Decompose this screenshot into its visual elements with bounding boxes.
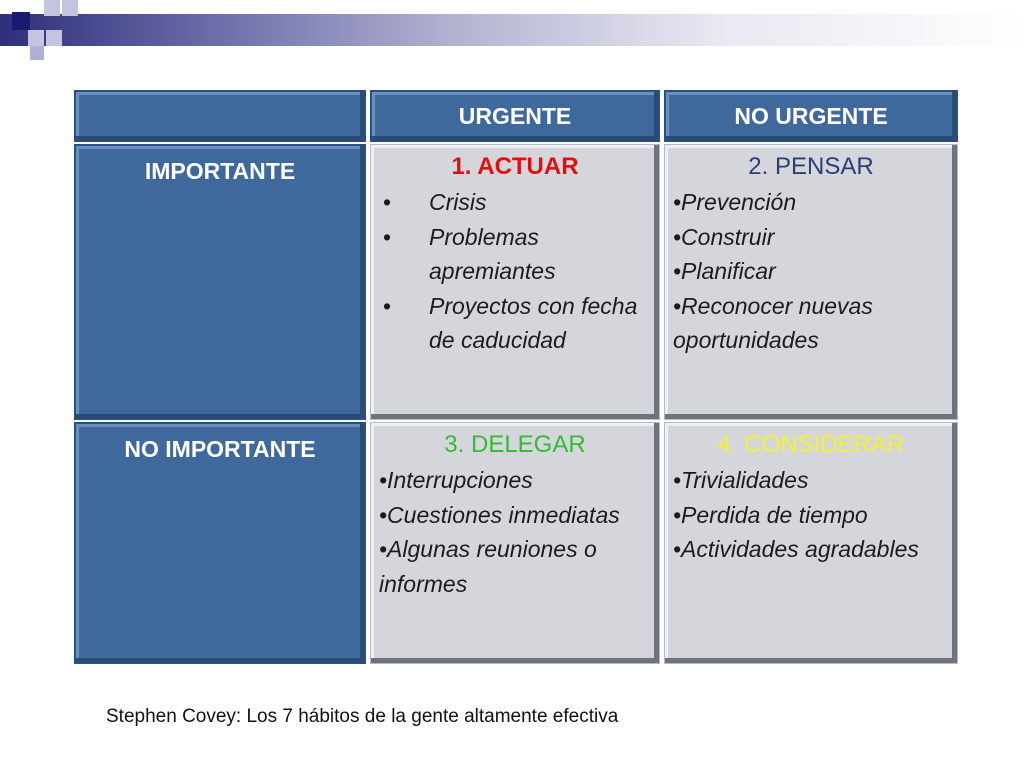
- quadrant-actuar: [370, 144, 660, 420]
- list-item: •Algunas reuniones o informes: [379, 536, 597, 597]
- decorative-square: [44, 0, 60, 16]
- quadrant-list: [665, 185, 957, 358]
- quadrant-list: [665, 463, 957, 567]
- bullet-glyph: •: [383, 223, 392, 250]
- row-header-important: IMPORTANTE: [74, 144, 366, 420]
- matrix-corner-cell: [74, 90, 366, 142]
- decorative-square: [62, 0, 78, 16]
- quadrant-list: [371, 185, 659, 358]
- list-item: •Planificar: [673, 258, 776, 284]
- column-header-urgent: URGENTE: [370, 90, 660, 142]
- list-item: [379, 185, 651, 220]
- decorative-square: [30, 46, 44, 60]
- list-item: [379, 220, 651, 289]
- list-item-text: Proyectos con fecha de caducidad: [429, 292, 638, 353]
- quadrant-considerar: [664, 422, 958, 664]
- list-item: •Reconocer nuevas oportunidades: [673, 292, 873, 353]
- quadrant-title: 4. CONSIDERAR: [717, 431, 905, 458]
- list-item-text: Problemas apremiantes: [429, 223, 556, 284]
- quadrant-title: 3. DELEGAR: [444, 431, 586, 458]
- priority-matrix: [74, 90, 958, 664]
- list-item: •Construir: [673, 223, 775, 250]
- decorative-square: [12, 12, 30, 30]
- list-item-text: Crisis: [429, 189, 487, 215]
- list-item: •Interrupciones: [379, 467, 533, 493]
- quadrant-title: 1. ACTUAR: [451, 153, 579, 180]
- row-header-not-important: NO IMPORTANTE: [74, 422, 366, 664]
- bullet-glyph: •: [383, 189, 392, 215]
- quadrant-title: 2. PENSAR: [748, 153, 874, 180]
- list-item: [379, 289, 651, 358]
- decorative-square: [46, 30, 62, 46]
- list-item: •Prevención: [673, 189, 797, 215]
- bullet-glyph: •: [383, 292, 392, 319]
- list-item: •Trivialidades: [673, 467, 809, 493]
- list-item: •Cuestiones inmediatas: [379, 501, 620, 528]
- decorative-square: [28, 30, 44, 46]
- list-item: •Perdida de tiempo: [673, 501, 868, 528]
- column-header-not-urgent: NO URGENTE: [664, 90, 958, 142]
- quadrant-pensar: [664, 144, 958, 420]
- quadrant-delegar: [370, 422, 660, 664]
- source-caption: Stephen Covey: Los 7 hábitos de la gente altamente efectiva: [106, 706, 619, 727]
- list-item: •Actividades agradables: [673, 536, 919, 562]
- quadrant-list: [371, 463, 659, 601]
- header-gradient-bar: [0, 14, 1024, 46]
